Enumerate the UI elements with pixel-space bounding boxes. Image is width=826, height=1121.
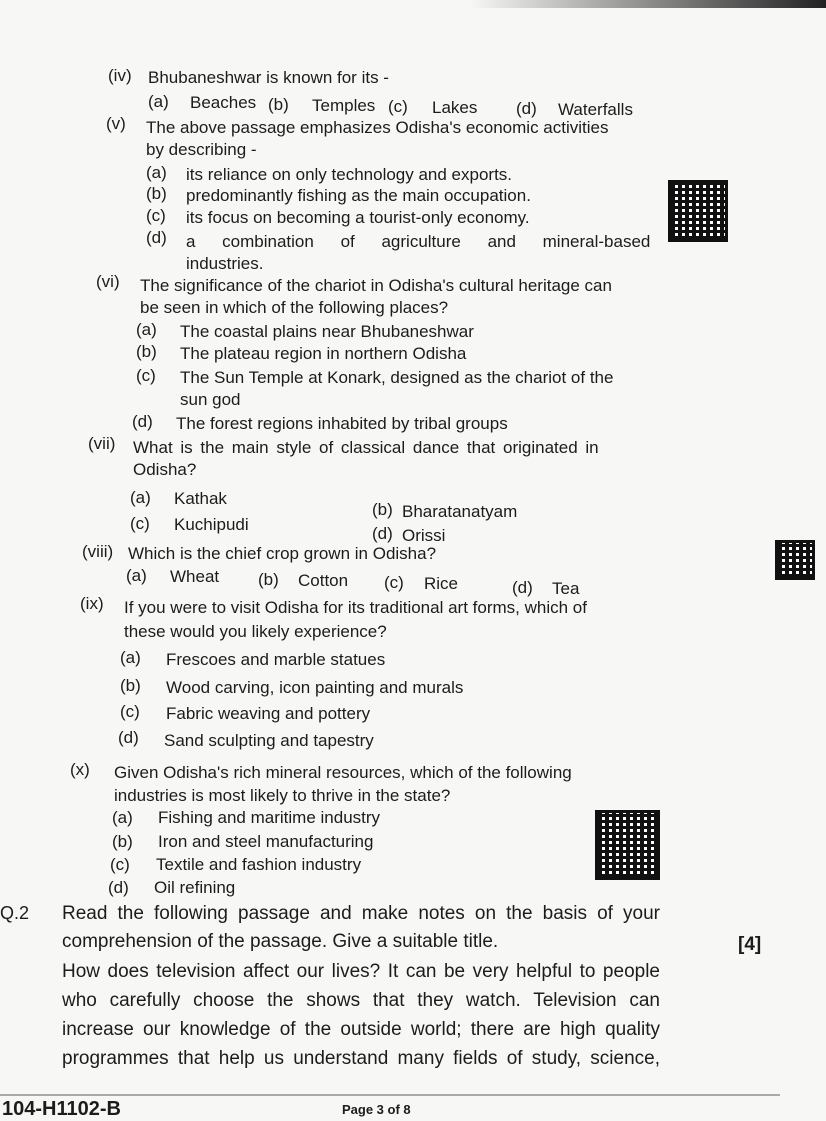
question-number: (vi) [96,272,120,291]
option-text: Orissi [402,526,446,545]
option-text: Textile and fashion industry [156,855,362,874]
question-text: by describing - [146,140,257,159]
option-text: its focus on becoming a tourist-only economy. [186,208,530,227]
question-number: (x) [70,760,90,779]
option-text: Sand sculpting and tapestry [164,731,374,750]
option-text: Oil refining [154,878,236,897]
option-label: (d) [132,412,153,431]
option-text: Cotton [298,571,349,590]
option-text: Temples [312,96,376,115]
option-label: (a) [148,92,169,111]
question-text: Odisha? [133,460,197,479]
option-text: Lakes [432,98,478,117]
question-text: The significance of the chariot in Odisha's cultural heritage can [140,276,612,295]
option-label: (b) [268,95,289,114]
option-text: The forest regions inhabited by tribal groups [176,414,508,433]
option-text: its reliance on only technology and exports. [186,165,513,184]
option-label: (a) [112,808,133,827]
option-label: (d) [146,228,167,247]
option-label: (a) [126,566,147,585]
question-text: these would you likely experience? [124,622,387,641]
option-text: Kuchipudi [174,515,249,534]
footer-divider [0,1094,780,1096]
passage-line: who carefully choose the shows that they watch. Television can [62,990,660,1011]
option-label: (b) [258,570,279,589]
option-text: a combination of agriculture and mineral-based [186,232,651,251]
option-text: Fabric weaving and pottery [166,704,371,723]
question-text: Bhubaneshwar is known for its - [148,68,389,87]
option-label: (d) [118,728,139,747]
option-label: (c) [146,206,166,225]
option-label: (a) [120,648,141,667]
option-text: Wheat [170,567,220,586]
option-text: Wood carving, icon painting and murals [166,678,464,697]
option-text: industries. [186,254,264,273]
question-text: If you were to visit Odisha for its traditional art forms, which of [124,598,587,617]
option-text: The Sun Temple at Konark, designed as the chariot of the [180,368,614,387]
option-label: (b) [136,342,157,361]
option-text: Waterfalls [558,100,633,119]
passage-line: programmes that help us understand many fields of study, science, [62,1048,660,1069]
option-label: (c) [388,97,408,116]
q2-instruction: Read the following passage and make notes on the basis of your [62,903,660,924]
option-label: (b) [146,184,167,203]
option-text: Kathak [174,489,227,508]
question-number: (v) [106,114,126,133]
option-label: (a) [146,163,167,182]
qr-code-icon [668,180,728,242]
option-text: Tea [552,579,580,598]
marks-badge: [4] [738,934,762,955]
option-text: Iron and steel manufacturing [158,832,374,851]
option-label: (d) [516,99,537,118]
option-label: (d) [372,524,393,543]
option-label: (c) [136,366,156,385]
passage-line: How does television affect our lives? It can be very helpful to people [62,961,660,982]
question-number: (vii) [88,434,116,453]
option-label: (c) [384,573,404,592]
passage-line: increase our knowledge of the outside world; there are high quality [62,1019,660,1040]
option-label: (b) [372,500,393,519]
option-text: Frescoes and marble statues [166,650,386,669]
question-text: What is the main style of classical dance that originated in [133,438,599,457]
option-label: (b) [112,832,133,851]
question-text: be seen in which of the following places? [140,298,449,317]
option-text: sun god [180,390,241,409]
paper-code: 104-H1102-B [2,1098,121,1120]
option-label: (a) [136,320,157,339]
q2-instruction: comprehension of the passage. Give a suitable title. [62,931,499,952]
option-text: predominantly fishing as the main occupation. [186,186,531,205]
qr-code-icon [595,810,660,880]
option-label: (d) [108,878,129,897]
option-text: The plateau region in northern Odisha [180,344,467,363]
option-text: Bharatanatyam [402,502,518,521]
option-label: (c) [110,855,130,874]
question-number: (iv) [108,66,132,85]
question-number: (viii) [82,542,114,561]
option-label: (c) [130,514,150,533]
question-text: The above passage emphasizes Odisha's economic activities [146,118,609,137]
qr-code-icon [775,540,815,580]
question-number: Q.2 [0,903,30,923]
question-text: Given Odisha's rich mineral resources, which of the following [114,763,572,782]
option-label: (b) [120,676,141,695]
option-label: (a) [130,488,151,507]
question-text: industries is most likely to thrive in the state? [114,786,451,805]
option-label: (d) [512,578,533,597]
option-text: Fishing and maritime industry [158,808,381,827]
page-number: Page 3 of 8 [342,1102,411,1117]
option-text: The coastal plains near Bhubaneshwar [180,322,474,341]
question-text: Which is the chief crop grown in Odisha? [128,544,437,563]
option-text: Rice [424,574,459,593]
option-label: (c) [120,702,140,721]
option-text: Beaches [190,93,257,112]
scan-edge-shadow [470,0,826,8]
question-number: (ix) [80,594,104,613]
